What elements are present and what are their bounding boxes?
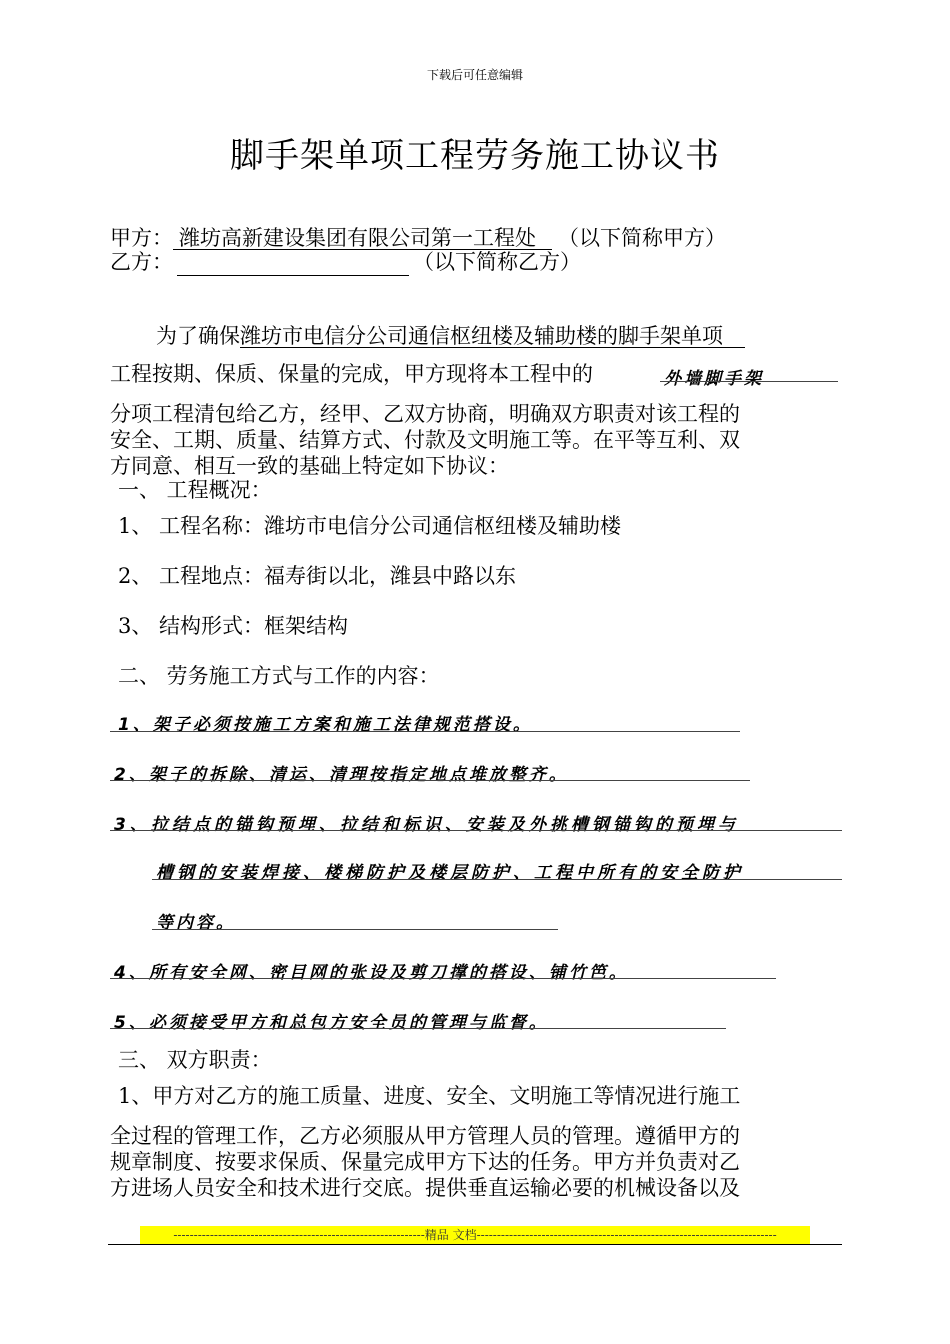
handwritten-scope: 外墙脚手架 <box>664 369 764 389</box>
section-3-heading: 三、 双方职责： <box>118 1048 272 1072</box>
section-2-item-3-line-3: 等内容。 <box>156 913 236 933</box>
party-a-label: 甲方： <box>110 226 173 250</box>
item-3-underline-2 <box>152 879 842 880</box>
party-a-name: 潍坊高新建设集团有限公司第一工程处 <box>173 227 552 250</box>
section-2-item-4: 4、所有安全网、密目网的张设及剪刀撑的搭设、铺竹笆。 <box>114 963 629 983</box>
party-a-suffix: （以下简称甲方） <box>558 226 726 250</box>
section-3-p1-line-4: 方进场人员安全和技术进行交底。提供垂直运输必要的机械设备以及 <box>110 1176 740 1200</box>
footer-dashes-left: -------------------------------------------------------------- <box>173 1228 425 1242</box>
intro-line-3: 分项工程清包给乙方，经甲、乙双方协商，明确双方职责对该工程的 <box>110 402 740 426</box>
footer-rule <box>108 1244 842 1245</box>
section-3-p1-line-2: 全过程的管理工作，乙方必须服从甲方管理人员的管理。遵循甲方的 <box>110 1124 740 1148</box>
intro-line-1 <box>156 320 745 350</box>
item-5-underline <box>110 1028 726 1029</box>
section-1-item-1: 1、 工程名称：潍坊市电信分公司通信枢纽楼及辅助楼 <box>118 514 622 538</box>
party-b-line <box>110 246 581 276</box>
footer-dashes-right: -------------------------------------------------------------------------- <box>476 1228 777 1242</box>
party-b-name-blank <box>177 255 409 276</box>
section-2-item-2: 2、架子的拆除、清运、清理按指定地点堆放整齐。 <box>114 765 569 785</box>
item-2-underline <box>110 780 750 781</box>
project-name-underlined: 潍坊市电信分公司通信枢纽楼及辅助楼的脚手架单项 <box>240 325 745 348</box>
footer-text: 精品 文档 <box>424 1228 477 1242</box>
section-3-p1-line-3: 规章制度、按要求保质、保量完成甲方下达的任务。甲方并负责对乙 <box>110 1150 740 1174</box>
section-1-item-2: 2、 工程地点：福寿街以北，潍县中路以东 <box>118 564 517 588</box>
item-1-underline <box>110 731 740 732</box>
section-2-item-3-line-1: 3、拉结点的锚钩预埋、拉结和标识、安装及外挑槽钢锚钩的预埋与 <box>114 815 739 835</box>
section-2-heading: 二、 劳务施工方式与工作的内容： <box>118 664 440 688</box>
footer-highlight-bar <box>140 1226 810 1244</box>
party-b-suffix: （以下简称乙方） <box>413 250 581 274</box>
section-2-item-3-line-2: 槽钢的安装焊接、楼梯防护及楼层防护、工程中所有的安全防护 <box>156 863 744 883</box>
scope-underline <box>660 381 838 382</box>
party-b-label: 乙方： <box>110 250 173 274</box>
intro-line-5: 方同意、相互一致的基础上特定如下协议： <box>110 454 509 478</box>
intro-line-4: 安全、工期、质量、结算方式、付款及文明施工等。在平等互利、双 <box>110 428 740 452</box>
document-title: 脚手架单项工程劳务施工协议书 <box>230 136 720 176</box>
section-1-item-3: 3、 结构形式：框架结构 <box>118 614 349 638</box>
header-note: 下载后可任意编辑 <box>426 68 523 82</box>
intro-line-2-prefix: 工程按期、保质、保量的完成，甲方现将本工程中的 <box>110 362 593 386</box>
intro-prefix: 为了确保 <box>156 324 240 348</box>
section-1-heading: 一、 工程概况： <box>118 478 272 502</box>
section-2-item-1: 1、架子必须按施工方案和施工法律规范搭设。 <box>118 715 533 735</box>
item-4-underline <box>110 978 776 979</box>
intro-line-2 <box>110 358 593 388</box>
item-3-underline-3 <box>152 929 558 930</box>
section-2-item-5: 5、必须接受甲方和总包方安全员的管理与监督。 <box>114 1013 549 1033</box>
item-3-underline-1 <box>110 830 842 831</box>
section-3-p1-line-1: 1、甲方对乙方的施工质量、进度、安全、文明施工等情况进行施工 <box>118 1084 741 1108</box>
